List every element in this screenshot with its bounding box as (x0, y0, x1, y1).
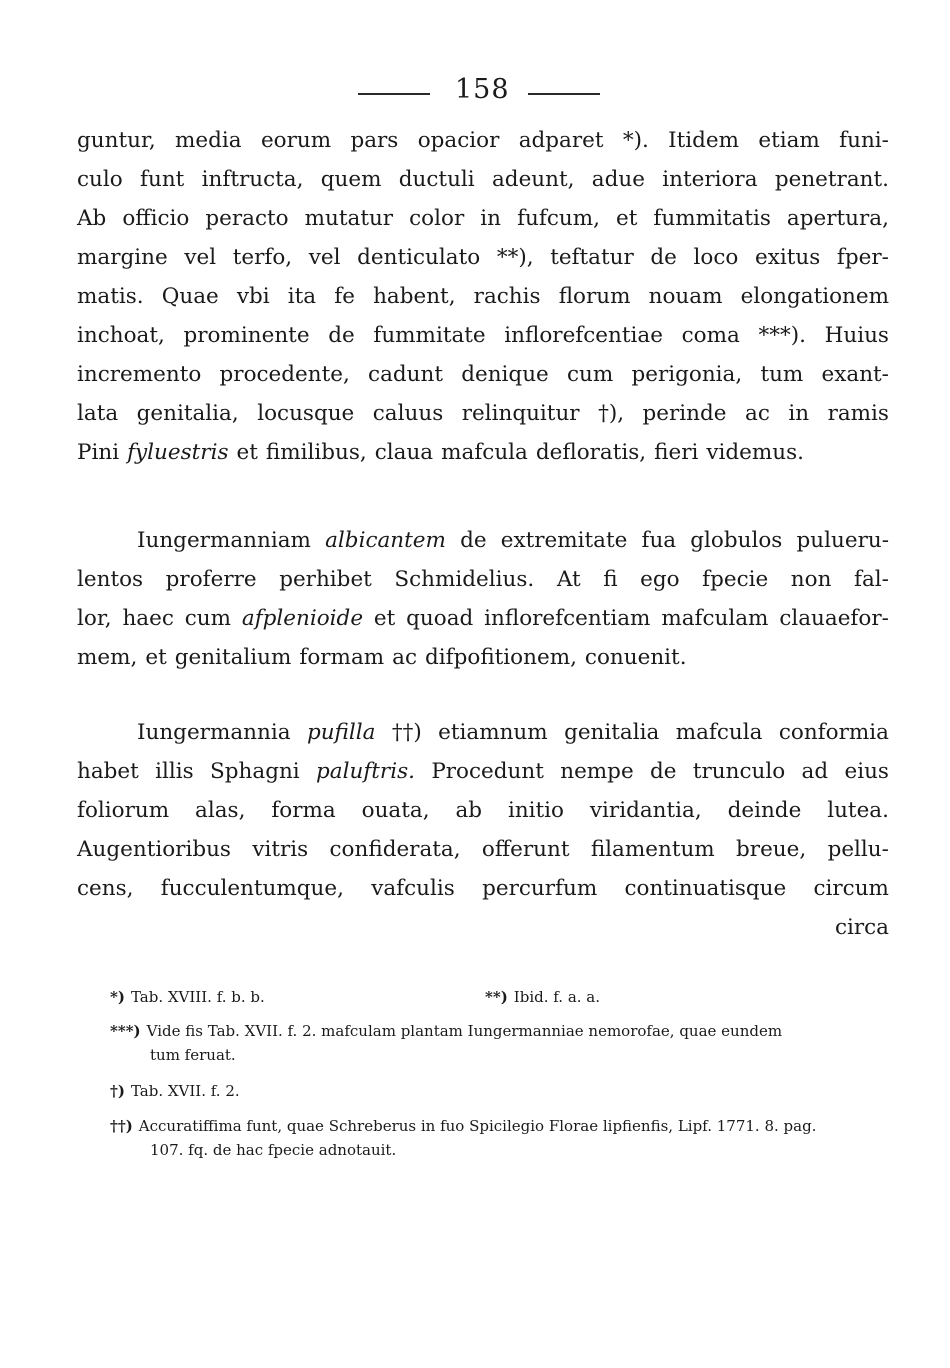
word: circum (813, 876, 889, 901)
word: genitalia (564, 720, 660, 745)
word: offerunt (481, 837, 570, 862)
word: perhibet (279, 567, 372, 592)
word: relinquitur (461, 401, 580, 426)
word: claua (374, 440, 434, 465)
word: ***). (758, 323, 806, 348)
word: denticulato (357, 245, 481, 270)
word: caluus (372, 401, 444, 426)
word: extremitate (500, 528, 628, 553)
word: continuatisque (624, 876, 787, 901)
word: genitalia, (136, 401, 239, 426)
word: ita (287, 284, 317, 309)
word: et (145, 645, 167, 670)
header-rule-left (358, 93, 430, 95)
word: initio (507, 798, 564, 823)
word: Pini (77, 440, 120, 465)
word: lentos (77, 567, 144, 592)
footnote-text: Vide fis Tab. XVII. f. 2. mafculam plantam Iungermanniae nemorofae, quae eundem (146, 1022, 783, 1040)
word: albicantem (325, 528, 446, 553)
word: videmus. (706, 440, 804, 465)
word: Procedunt (431, 759, 544, 784)
word: conuenit. (584, 645, 687, 670)
word: illis (155, 759, 194, 784)
text-line (77, 876, 889, 915)
word: Quae (161, 284, 219, 309)
footnote-text: Tab. XVII. f. 2. (130, 1082, 240, 1100)
footnote-text: tum feruat. (150, 1046, 236, 1064)
word: inflorefcentiae (504, 323, 663, 348)
word: filamentum (590, 837, 715, 862)
word: foliorum (77, 798, 170, 823)
footnote-text: Ibid. f. a. a. (513, 988, 601, 1006)
footnote-1 (110, 988, 265, 1006)
word: pellu- (827, 837, 889, 862)
footnote-mark: ††) (110, 1117, 133, 1135)
word: fal- (854, 567, 889, 592)
word: Sphagni (210, 759, 300, 784)
text-line (77, 915, 889, 954)
word: denique (461, 362, 549, 387)
word: opacior (417, 128, 500, 153)
word: ab (455, 798, 483, 823)
word: difpofitionem, (425, 645, 577, 670)
word: teftatur (550, 245, 634, 270)
word: apertura, (786, 206, 889, 231)
text-line (77, 362, 889, 401)
word: **), (496, 245, 534, 270)
word: lata (77, 401, 119, 426)
word: ac (745, 401, 770, 426)
word: mem, (77, 645, 138, 670)
word: Huius (824, 323, 889, 348)
word: breue, (736, 837, 807, 862)
word: cum (184, 606, 232, 631)
word: fua (641, 528, 677, 553)
word: defloratis, (535, 440, 647, 465)
word: perinde (642, 401, 727, 426)
word: eius (844, 759, 889, 784)
text-line (77, 245, 889, 284)
text-line (77, 528, 889, 567)
text-line (77, 128, 889, 167)
word: fper- (836, 245, 889, 270)
text-line (77, 401, 889, 440)
word: †), (598, 401, 625, 426)
word: culo (77, 167, 123, 192)
word: penetrant. (774, 167, 889, 192)
word: de (650, 245, 677, 270)
word: coma (681, 323, 740, 348)
word: terfo, (232, 245, 293, 270)
word: alas, (195, 798, 246, 823)
text-line (77, 284, 889, 323)
word: fufcum, (517, 206, 600, 231)
word: etiam (758, 128, 820, 153)
footnote-2 (485, 988, 600, 1006)
word: nempe (560, 759, 634, 784)
word: etiamnum (438, 720, 548, 745)
word: formam (299, 645, 385, 670)
word: et (373, 606, 396, 631)
word: color (409, 206, 465, 231)
word: ego (640, 567, 680, 592)
word: de (328, 323, 355, 348)
text-line (77, 606, 889, 645)
word: vafculis (371, 876, 455, 901)
footnote-5-continuation (150, 1141, 396, 1159)
word: officio (122, 206, 190, 231)
word: globulos (690, 528, 783, 553)
word: Ab (77, 206, 107, 231)
word: cens, (77, 876, 134, 901)
word: afplenioide (241, 606, 364, 631)
word: funi- (839, 128, 889, 153)
word: fe (334, 284, 355, 309)
word: inftructa, (201, 167, 304, 192)
page-header (0, 74, 950, 110)
paragraph-3 (77, 720, 889, 954)
word: fi (603, 567, 618, 592)
word: et (615, 206, 638, 231)
word: media (175, 128, 242, 153)
word: matis. (77, 284, 144, 309)
word: fucculentumque, (160, 876, 344, 901)
word: vel (184, 245, 217, 270)
word: in (480, 206, 502, 231)
word: adparet (518, 128, 604, 153)
word: ouata, (361, 798, 430, 823)
word: mafcula (675, 720, 763, 745)
word: lutea. (827, 798, 889, 823)
text-line (77, 645, 889, 684)
word: vitris (252, 837, 309, 862)
text-line (77, 206, 889, 245)
word: de (460, 528, 487, 553)
paragraph-2 (77, 528, 889, 684)
footnote-3-continuation (150, 1046, 236, 1064)
word: incremento (77, 362, 202, 387)
word: fummitatis (653, 206, 771, 231)
word: funt (140, 167, 185, 192)
footnote-text: 107. fq. de hac fpecie adnotauit. (150, 1141, 397, 1159)
word: genitalium (174, 645, 292, 670)
word: pufilla (306, 720, 376, 745)
word: ac (392, 645, 418, 670)
word: guntur, (77, 128, 156, 153)
word: cadunt (368, 362, 443, 387)
word: quem (320, 167, 382, 192)
word: Iungermannia (137, 720, 291, 745)
word: *). (622, 128, 649, 153)
footnote-mark: ***) (110, 1022, 141, 1040)
word: procedente, (219, 362, 350, 387)
word: fieri (654, 440, 699, 465)
word: Augentioribus (77, 837, 231, 862)
word: fpecie (702, 567, 769, 592)
word: in (788, 401, 810, 426)
word: pars (350, 128, 399, 153)
word: Schmidelius. (394, 567, 535, 592)
footnote-4 (110, 1082, 240, 1100)
footnote-3 (110, 1022, 782, 1040)
word: quoad (406, 606, 474, 631)
text-line (77, 440, 889, 479)
footnote-5 (110, 1117, 816, 1135)
word: inflorefcentiam (484, 606, 651, 631)
word: ad (801, 759, 829, 784)
word: conformia (778, 720, 889, 745)
word: fyluestris (127, 440, 229, 465)
word: confiderata, (329, 837, 461, 862)
word: elongationem (740, 284, 889, 309)
word: pulueru- (796, 528, 889, 553)
word: perigonia, (631, 362, 743, 387)
word: de (650, 759, 677, 784)
word: deinde (727, 798, 802, 823)
text-line (77, 759, 889, 798)
word: viridantia, (589, 798, 702, 823)
word: margine (77, 245, 168, 270)
page-number: 158 (455, 74, 510, 105)
text-line (77, 567, 889, 606)
footnote-mark: *) (110, 988, 125, 1006)
footnote-mark: **) (485, 988, 508, 1006)
word: At (556, 567, 581, 592)
word: habent, (373, 284, 456, 309)
text-line (77, 167, 889, 206)
word: clauaefor- (779, 606, 889, 631)
word: cum (566, 362, 614, 387)
word: inchoat, (77, 323, 165, 348)
word: paluftris. (316, 759, 415, 784)
word: exant- (821, 362, 889, 387)
word: vbi (236, 284, 270, 309)
paragraph-1 (77, 128, 889, 479)
word: et (236, 440, 258, 465)
word: adue (591, 167, 645, 192)
word: circa (834, 915, 889, 940)
footnote-mark: †) (110, 1082, 125, 1100)
word: percurfum (482, 876, 598, 901)
word: mafcula (441, 440, 528, 465)
word: peracto (205, 206, 289, 231)
word: ductuli (398, 167, 475, 192)
word: fimilibus, (265, 440, 367, 465)
word: mutatur (304, 206, 394, 231)
word: adeunt, (491, 167, 575, 192)
word: florum (558, 284, 631, 309)
word: mafculam (661, 606, 769, 631)
word: Itidem (668, 128, 740, 153)
header-rule-right (528, 93, 600, 95)
text-line (77, 720, 889, 759)
word: exitus (754, 245, 821, 270)
text-line (77, 798, 889, 837)
word: forma (271, 798, 336, 823)
word: ramis (827, 401, 889, 426)
word: habet (77, 759, 139, 784)
word: vel (308, 245, 341, 270)
word: tum (760, 362, 804, 387)
word: eorum (260, 128, 332, 153)
word: trunculo (692, 759, 786, 784)
word: nouam (648, 284, 723, 309)
word: haec (122, 606, 174, 631)
word: interiora (662, 167, 758, 192)
word: proferre (165, 567, 257, 592)
word: loco (693, 245, 739, 270)
word: lor, (77, 606, 112, 631)
word: prominente (183, 323, 310, 348)
word: non (790, 567, 832, 592)
text-line (77, 323, 889, 362)
word: Iungermanniam (137, 528, 311, 553)
footnote-text: Tab. XVIII. f. b. b. (130, 988, 265, 1006)
word: ††) (391, 720, 422, 745)
word: fummitate (373, 323, 486, 348)
footnote-text: Accuratiffima funt, quae Schreberus in fuo Spicilegio Florae lipfienfis, Lipf. 1771. 8. pag. (138, 1117, 817, 1135)
text-line (77, 837, 889, 876)
word: rachis (473, 284, 541, 309)
word: locusque (257, 401, 355, 426)
